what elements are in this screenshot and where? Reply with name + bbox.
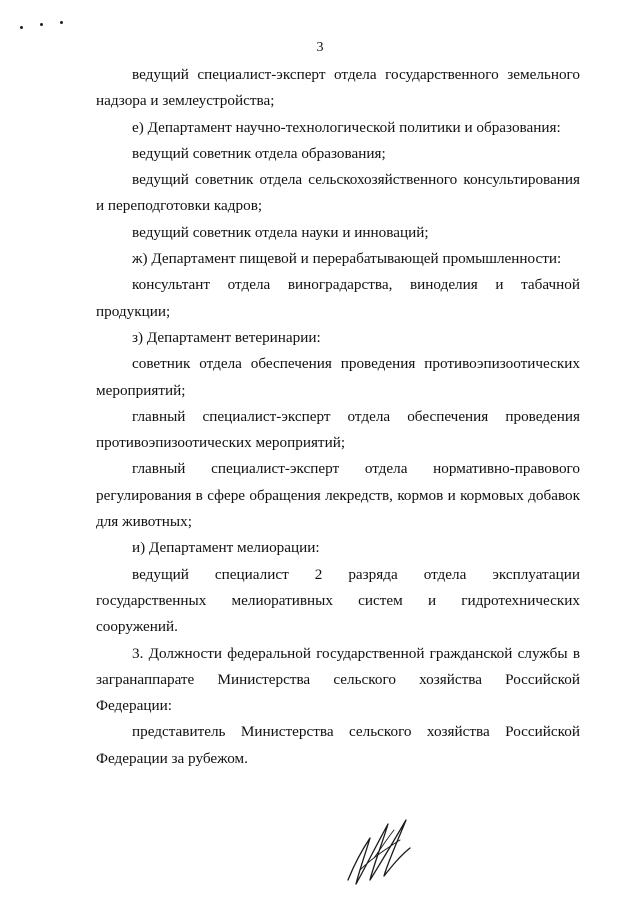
paragraph: ведущий советник отдела науки и инноваций; xyxy=(132,223,429,241)
paragraph: ведущий специалист-эксперт отдела государственного земельного надзора и землеустройства; xyxy=(96,66,580,110)
paragraph: представитель Министерства сельского хозяйства Российской Федерации за рубежом. xyxy=(96,723,580,767)
paragraph: з) Департамент ветеринарии: xyxy=(132,328,321,346)
paragraph: консультант отдела виноградарства, виноделия и табачной продукции; xyxy=(96,276,580,320)
paragraph: ведущий советник отдела образования; xyxy=(132,144,386,162)
signature-icon xyxy=(340,810,420,890)
page-number: 3 xyxy=(316,40,324,55)
paragraph: главный специалист-эксперт отдела обеспечения проведения противоэпизоотических мероприятий; xyxy=(96,407,580,452)
paragraph: и) Департамент мелиорации: xyxy=(132,539,320,557)
document-body xyxy=(96,62,580,772)
paragraph: советник отдела обеспечения проведения противоэпизоотических мероприятий; xyxy=(96,355,580,399)
paragraph: главный специалист-эксперт отдела нормативно-правового регулирования в сфере обращения лекредств, кормов и кормовых добавок для животных; xyxy=(96,460,580,531)
scan-speck xyxy=(20,26,23,29)
paragraph: ведущий специалист 2 разряда отдела эксплуатации государственных мелиоративных систем и гидротехнических сооружений. xyxy=(96,565,580,636)
scan-speck xyxy=(40,23,43,26)
paragraph: 3. Должности федеральной государственной гражданской службы в загранаппарате Министерства сельского хозяйства Российской Федерации: xyxy=(96,644,580,715)
paragraph: е) Департамент научно-технологической политики и образования: xyxy=(132,118,561,136)
scan-speck xyxy=(60,21,63,24)
paragraph: ж) Департамент пищевой и перерабатывающей промышленности: xyxy=(132,250,562,268)
paragraph: ведущий советник отдела сельскохозяйственного консультирования и переподготовки кадров; xyxy=(96,171,580,215)
